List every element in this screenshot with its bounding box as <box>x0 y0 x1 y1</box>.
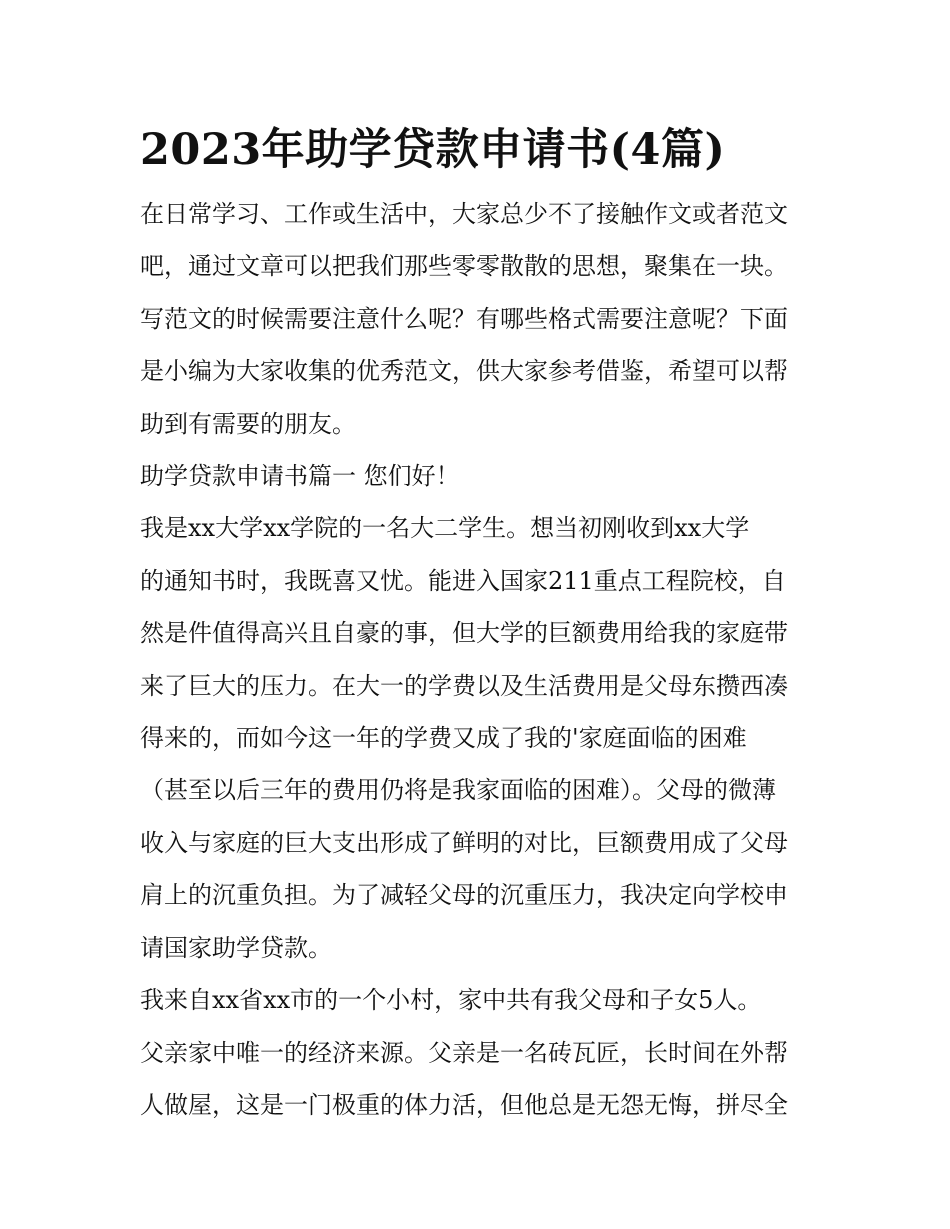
body-line: 收入与家庭的巨大支出形成了鲜明的对比，巨额费用成了父母 <box>140 828 788 857</box>
body-line: 人做屋，这是一门极重的体力活，但他总是无怨无悔，拼尽全 <box>140 1090 788 1119</box>
page-title: 2023年助学贷款申请书(4篇) <box>140 125 726 175</box>
body-line: 肩上的沉重负担。为了减轻父母的沉重压力，我决定向学校申 <box>140 881 788 910</box>
body-line: 我是xx大学xx学院的一名大二学生。想当初刚收到xx大学 <box>140 514 750 543</box>
document-body <box>140 112 812 1131</box>
body-line: 的通知书时，我既喜又忧。能进入国家211重点工程院校，自 <box>140 566 786 595</box>
body-line: 来了巨大的压力。在大一的学费以及生活费用是父母东攒西凑 <box>140 671 788 700</box>
body-line: 吧，通过文章可以把我们那些零零散散的思想，聚集在一块。 <box>140 252 788 281</box>
body-line: 父亲家中唯一的经济来源。父亲是一名砖瓦匠，长时间在外帮 <box>140 1038 788 1067</box>
body-line: 然是件值得高兴且自豪的事，但大学的巨额费用给我的家庭带 <box>140 619 788 648</box>
body-line: 得来的，而如今这一年的学费又成了我的'家庭面临的困难 <box>140 724 747 753</box>
body-line: 写范文的时候需要注意什么呢？有哪些格式需要注意呢？下面 <box>140 304 788 333</box>
body-line: 我来自xx省xx市的一个小村，家中共有我父母和子女5人。 <box>140 986 762 1015</box>
body-line: 助到有需要的朋友。 <box>140 409 356 438</box>
body-line: 是小编为大家收集的优秀范文，供大家参考借鉴，希望可以帮 <box>140 357 788 386</box>
section-heading: 助学贷款申请书篇一 您们好！ <box>140 462 460 491</box>
body-line: （甚至以后三年的费用仍将是我家面临的困难）。父母的微薄 <box>140 776 776 805</box>
body-line: 在日常学习、工作或生活中，大家总少不了接触作文或者范文 <box>140 200 788 228</box>
body-line: 请国家助学贷款。 <box>140 933 332 962</box>
